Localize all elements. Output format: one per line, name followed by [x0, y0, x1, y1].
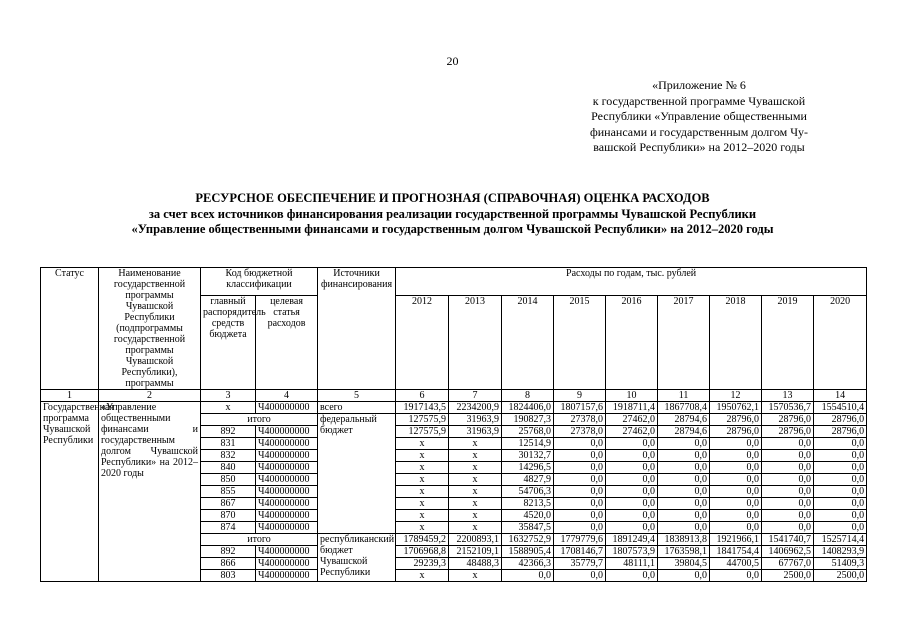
main-manager-code: 832	[201, 450, 256, 462]
column-number: 6	[396, 390, 449, 402]
expense-value: 0,0	[762, 438, 814, 450]
header-year: 2018	[710, 296, 762, 390]
column-number: 5	[318, 390, 396, 402]
expense-value: 0,0	[606, 570, 658, 582]
expense-value: 4827,9	[502, 474, 554, 486]
header-expenses: Расходы по годам, тыс. рублей	[396, 268, 867, 296]
expense-value: 1408293,9	[814, 546, 867, 558]
expense-value: 0,0	[658, 570, 710, 582]
expense-value: 0,0	[554, 498, 606, 510]
column-number: 11	[658, 390, 710, 402]
main-manager-code: 831	[201, 438, 256, 450]
expense-value: 0,0	[502, 570, 554, 582]
source-cell: республиканский бюджет Чувашской Республики	[318, 534, 396, 582]
expense-value: 1841754,4	[710, 546, 762, 558]
expense-value: x	[396, 510, 449, 522]
document-subtitle-program: «Управление общественными финансами и государственным долгом Чувашской Республики» на 2012–2020 годы	[131, 222, 774, 236]
expense-value: 1588905,4	[502, 546, 554, 558]
main-manager-code: 867	[201, 498, 256, 510]
expense-value: 0,0	[606, 498, 658, 510]
expense-value: 0,0	[658, 474, 710, 486]
expense-value: 35779,7	[554, 558, 606, 570]
header-year: 2019	[762, 296, 814, 390]
expense-value: 0,0	[710, 486, 762, 498]
expense-value: x	[396, 438, 449, 450]
expense-value: x	[396, 498, 449, 510]
expense-value: 1807573,9	[606, 546, 658, 558]
column-number-row	[41, 390, 867, 402]
expense-value: 2500,0	[762, 570, 814, 582]
expense-value: 0,0	[814, 462, 867, 474]
expense-value: 0,0	[554, 510, 606, 522]
expense-value: 0,0	[606, 462, 658, 474]
expense-value: 1570536,7	[762, 402, 814, 414]
expense-value: 0,0	[762, 510, 814, 522]
expense-value: 1807157,6	[554, 402, 606, 414]
expense-value: 35847,5	[502, 522, 554, 534]
header-year: 2017	[658, 296, 710, 390]
expense-value: 0,0	[710, 522, 762, 534]
expense-value: 0,0	[554, 522, 606, 534]
column-number: 3	[201, 390, 256, 402]
target-item-code: Ч400000000	[256, 570, 318, 582]
expense-value: 0,0	[710, 498, 762, 510]
expense-value: 51409,3	[814, 558, 867, 570]
expense-value: x	[449, 486, 502, 498]
expense-value: 0,0	[658, 438, 710, 450]
expense-value: 1918711,4	[606, 402, 658, 414]
expense-value: 0,0	[762, 462, 814, 474]
expense-value: x	[449, 498, 502, 510]
expense-value: 14296,5	[502, 462, 554, 474]
expense-value: x	[449, 462, 502, 474]
expense-value: 2500,0	[814, 570, 867, 582]
expense-value: 190827,3	[502, 414, 554, 426]
expense-value: 2152109,1	[449, 546, 502, 558]
expense-value: 30132,7	[502, 450, 554, 462]
expense-value: 29239,3	[396, 558, 449, 570]
expense-value: x	[396, 522, 449, 534]
expense-value: 0,0	[658, 510, 710, 522]
appendix-line: вашской Республики» на 2012–2020 годы	[593, 140, 805, 155]
document-subtitle: за счет всех источников финансирования реализации государственной программы Чувашской Республики	[148, 207, 757, 221]
target-item-code: Ч400000000	[256, 462, 318, 474]
expense-value: 27462,0	[606, 426, 658, 438]
header-budget-code: Код бюджетной классификации	[201, 268, 318, 296]
expense-value: 1824406,0	[502, 402, 554, 414]
target-item-code: Ч400000000	[256, 546, 318, 558]
expense-value: 48488,3	[449, 558, 502, 570]
target-item-code: Ч400000000	[256, 426, 318, 438]
target-item-code: Ч400000000	[256, 438, 318, 450]
expense-value: 0,0	[762, 522, 814, 534]
expense-value: 0,0	[710, 462, 762, 474]
table-row	[41, 402, 867, 414]
expense-value: 1541740,7	[762, 534, 814, 546]
column-number: 8	[502, 390, 554, 402]
target-item-code: Ч400000000	[256, 450, 318, 462]
expense-value: 0,0	[606, 450, 658, 462]
header-year: 2016	[606, 296, 658, 390]
expense-value: 67767,0	[762, 558, 814, 570]
source-cell: всего	[318, 402, 396, 414]
expense-value: 0,0	[814, 438, 867, 450]
expense-value: 0,0	[710, 510, 762, 522]
expense-value: 28796,0	[814, 414, 867, 426]
main-manager-code: x	[201, 402, 256, 414]
expense-value: 28796,0	[814, 426, 867, 438]
expense-value: x	[449, 570, 502, 582]
document-title: РЕСУРСНОЕ ОБЕСПЕЧЕНИЕ И ПРОГНОЗНАЯ (СПРАВОЧНАЯ) ОЦЕНКА РАСХОДОВ	[195, 191, 710, 205]
expense-value: 0,0	[554, 486, 606, 498]
appendix-line: «Приложение № 6	[652, 78, 746, 92]
expense-value: 2200893,1	[449, 534, 502, 546]
expense-value: 1867708,4	[658, 402, 710, 414]
expense-value: 0,0	[710, 450, 762, 462]
expense-value: x	[449, 438, 502, 450]
header-year: 2013	[449, 296, 502, 390]
expense-value: 39804,5	[658, 558, 710, 570]
main-manager-code: 803	[201, 570, 256, 582]
subtotal-label: итого	[201, 534, 318, 546]
page-number: 20	[446, 54, 459, 68]
column-number: 14	[814, 390, 867, 402]
column-number: 7	[449, 390, 502, 402]
header-year: 2012	[396, 296, 449, 390]
expense-value: 4520,0	[502, 510, 554, 522]
expense-value: 1763598,1	[658, 546, 710, 558]
header-year: 2014	[502, 296, 554, 390]
expense-value: 2234200,9	[449, 402, 502, 414]
expense-value: 0,0	[658, 498, 710, 510]
expense-value: 127575,9	[396, 426, 449, 438]
expense-value: 1554510,4	[814, 402, 867, 414]
appendix-line: Республики «Управление общественными	[591, 109, 807, 124]
expense-value: 1789459,2	[396, 534, 449, 546]
column-number: 4	[256, 390, 318, 402]
expense-value: 31963,9	[449, 426, 502, 438]
expense-value: 0,0	[606, 474, 658, 486]
expense-value: 0,0	[606, 486, 658, 498]
column-number: 13	[762, 390, 814, 402]
main-manager-code: 874	[201, 522, 256, 534]
expense-value: 1525714,4	[814, 534, 867, 546]
expense-value: 0,0	[710, 438, 762, 450]
expense-value: 0,0	[554, 570, 606, 582]
expense-value: x	[449, 510, 502, 522]
expense-value: 27462,0	[606, 414, 658, 426]
main-manager-code: 870	[201, 510, 256, 522]
expense-value: 0,0	[814, 450, 867, 462]
expense-value: 0,0	[814, 522, 867, 534]
status-cell: Государственная программа Чувашской Республики	[41, 402, 99, 582]
main-manager-code: 892	[201, 426, 256, 438]
header-year: 2020	[814, 296, 867, 390]
expense-value: 0,0	[762, 474, 814, 486]
expense-value: x	[396, 450, 449, 462]
expense-value: 0,0	[658, 462, 710, 474]
expense-value: x	[449, 474, 502, 486]
expense-value: 48111,1	[606, 558, 658, 570]
expense-value: 1891249,4	[606, 534, 658, 546]
expense-value: 0,0	[658, 450, 710, 462]
main-manager-code: 892	[201, 546, 256, 558]
expense-value: 0,0	[606, 510, 658, 522]
header-status: Статус	[41, 268, 99, 390]
source-cell: федеральный бюджет	[318, 414, 396, 534]
expense-value: 28796,0	[710, 414, 762, 426]
expense-value: 8213,5	[502, 498, 554, 510]
expense-value: 0,0	[762, 486, 814, 498]
expense-value: 0,0	[814, 498, 867, 510]
expense-value: 0,0	[658, 522, 710, 534]
expense-value: 0,0	[554, 450, 606, 462]
expense-value: 0,0	[606, 438, 658, 450]
expense-value: 0,0	[554, 462, 606, 474]
expense-value: 54706,3	[502, 486, 554, 498]
expense-value: 44700,5	[710, 558, 762, 570]
target-item-code: Ч400000000	[256, 522, 318, 534]
expense-value: 127575,9	[396, 414, 449, 426]
header-year: 2015	[554, 296, 606, 390]
appendix-line: финансами и государственным долгом Чу-	[589, 124, 809, 139]
expense-value: 0,0	[814, 486, 867, 498]
expense-value: 1921966,1	[710, 534, 762, 546]
expense-value: 0,0	[710, 474, 762, 486]
target-item-code: Ч400000000	[256, 510, 318, 522]
expense-value: 1950762,1	[710, 402, 762, 414]
main-manager-code: 850	[201, 474, 256, 486]
expense-value: 0,0	[814, 510, 867, 522]
expense-value: 0,0	[554, 438, 606, 450]
expense-value: 42366,3	[502, 558, 554, 570]
expense-value: 1838913,8	[658, 534, 710, 546]
expense-value: x	[449, 450, 502, 462]
column-number: 9	[554, 390, 606, 402]
expense-value: 0,0	[554, 474, 606, 486]
header-name: Наименование государственной программы Чувашской Республики (подпрограммы государственной программы Чувашской Республики), программы	[99, 268, 201, 390]
target-item-code: Ч400000000	[256, 498, 318, 510]
expense-value: 0,0	[658, 486, 710, 498]
column-number: 1	[41, 390, 99, 402]
expense-value: 1406962,5	[762, 546, 814, 558]
column-number: 2	[99, 390, 201, 402]
header-target-item: целевая статья расходов	[256, 296, 318, 390]
expense-value: 31963,9	[449, 414, 502, 426]
expense-value: 0,0	[762, 498, 814, 510]
expense-value: 0,0	[606, 522, 658, 534]
expense-value: 28796,0	[762, 426, 814, 438]
expense-value: 0,0	[762, 450, 814, 462]
expense-value: 12514,9	[502, 438, 554, 450]
header-main-manager: главный распорядитель средств бюджета	[201, 296, 256, 390]
expense-value: 1706968,8	[396, 546, 449, 558]
expense-value: 1708146,7	[554, 546, 606, 558]
expense-value: 0,0	[814, 474, 867, 486]
target-item-code: Ч400000000	[256, 474, 318, 486]
main-manager-code: 855	[201, 486, 256, 498]
expense-value: 27378,0	[554, 426, 606, 438]
expense-value: x	[396, 474, 449, 486]
column-number: 12	[710, 390, 762, 402]
main-manager-code: 840	[201, 462, 256, 474]
header-sources: Источники финансирования	[318, 268, 396, 390]
target-item-code: Ч400000000	[256, 402, 318, 414]
main-manager-code: 866	[201, 558, 256, 570]
appendix-note	[560, 78, 838, 156]
appendix-line: к государственной программе Чувашской	[592, 93, 806, 108]
expense-value: 28794,6	[658, 414, 710, 426]
column-number: 10	[606, 390, 658, 402]
expense-value: 27378,0	[554, 414, 606, 426]
resource-table	[40, 267, 867, 582]
expense-value: x	[449, 522, 502, 534]
subtotal-label: итого	[201, 414, 318, 426]
expense-value: x	[396, 486, 449, 498]
expense-value: 25768,0	[502, 426, 554, 438]
program-name-cell: «Управление общественными финансами и государственным долгом Чувашской Республики» на 2012–2020 годы	[99, 402, 201, 582]
expense-value: 28796,0	[762, 414, 814, 426]
expense-value: 0,0	[710, 570, 762, 582]
expense-value: 1779779,6	[554, 534, 606, 546]
expense-value: 28794,6	[658, 426, 710, 438]
target-item-code: Ч400000000	[256, 486, 318, 498]
target-item-code: Ч400000000	[256, 558, 318, 570]
expense-value: 1632752,9	[502, 534, 554, 546]
expense-value: 1917143,5	[396, 402, 449, 414]
expense-value: 28796,0	[710, 426, 762, 438]
expense-value: x	[396, 462, 449, 474]
expense-value: x	[396, 570, 449, 582]
